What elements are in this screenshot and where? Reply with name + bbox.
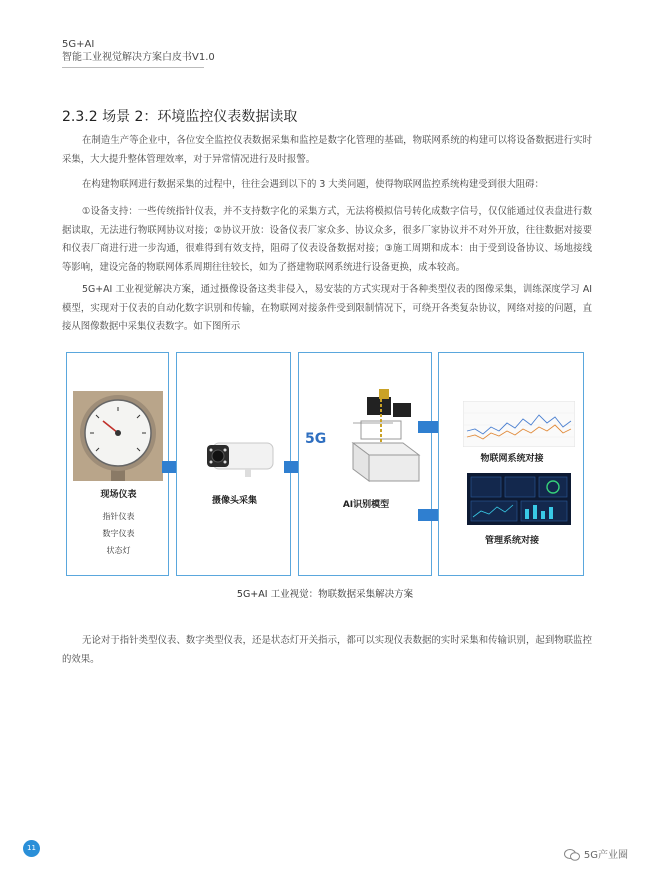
section-title: 2.3.2 场景 2：环境监控仪表数据读取 (62, 109, 298, 125)
panel-ai-model (298, 352, 432, 576)
header-line-2: 智能工业视觉解决方案白皮书V1.0 (62, 52, 215, 63)
solution-figure (66, 352, 584, 576)
panel-system-integration (438, 352, 584, 576)
ai-model-diagram (333, 383, 425, 483)
panel-1-title: 现场仪表 (100, 490, 137, 500)
panel-field-instruments (66, 352, 169, 576)
document-header (62, 38, 215, 68)
panel-2-title: 摄像头采集 (211, 496, 257, 506)
panel-camera-capture (176, 352, 291, 576)
brand-name: 5G产业圈 (583, 850, 628, 861)
paragraph-3: ①设备支持：一些传统指针仪表，并不支持数字化的采集方式，无法将模拟信号转化成数字信号，仅仅能通过仪表盘进行数据读取，无法进行物联网协议对接；②协议开放：设备仪表厂家众多、协议众多，很多厂家协议并不对外开放，往往数据对接要和仪表厂商进行进一步沟通，很难得到有效支持，阻碍了仪表设备数据对接；③施工周期和成本：由于受到设备协议、场地接线等影响，建设完备的物联网体系周期往往较长，如为了搭建物联网系统进行设备更换，成本较高。 (62, 206, 592, 273)
panel-4-title-iot: 物联网系统对接 (480, 454, 544, 464)
panel-4-title-management: 管理系统对接 (484, 536, 539, 546)
panel-1-item-digital: 数字仪表 (102, 529, 135, 538)
camera-image (205, 439, 275, 479)
paragraph-5: 无论对于指针类型仪表、数字类型仪表，还是状态灯开关指示，都可以实现仪表数据的实时采集和传输识别，起到物联监控的效果。 (62, 635, 592, 665)
dashboard-thumbnail (467, 473, 571, 525)
wechat-icon (564, 849, 580, 861)
header-line-1: 5G+AI (62, 39, 95, 50)
header-rule (62, 67, 204, 68)
paragraph-1: 在制造生产等企业中，各位安全监控仪表数据采集和监控是数字化管理的基础，物联网系统的构建可以将设备数据进行实时采集，大大提升整体管理效率，对于异常情况进行及时报警。 (62, 135, 592, 165)
iot-chart-thumbnail (463, 401, 575, 447)
panel-3-title: AI识别模型 (342, 500, 390, 510)
5g-badge: 5G (305, 431, 327, 447)
figure-caption: 5G+AI 工业视觉：物联数据采集解决方案 (236, 589, 414, 600)
pressure-gauge-image (73, 391, 163, 481)
page-number-badge: 11 (23, 840, 40, 857)
panel-1-item-pointer: 指针仪表 (102, 512, 135, 521)
brand-watermark (564, 846, 628, 861)
paragraph-4: 5G+AI 工业视觉解决方案，通过摄像设备这类非侵入，易安装的方式实现对于各种类型仪表的图像采集，训练深度学习 AI 模型，实现对于仪表的自动化数字识别和传输，在物联网对接条件受到限制情况下，可绕开各类复杂协议，网络对接的问题，直接从图像数据中采集仪表数字。如下图所示 (62, 284, 592, 332)
panel-1-item-status-light: 状态灯 (106, 546, 131, 555)
paragraph-2: 在构建物联网进行数据采集的过程中，往往会遇到以下的 3 大类问题，使得物联网监控系统构建受到很大阻碍： (82, 179, 544, 190)
